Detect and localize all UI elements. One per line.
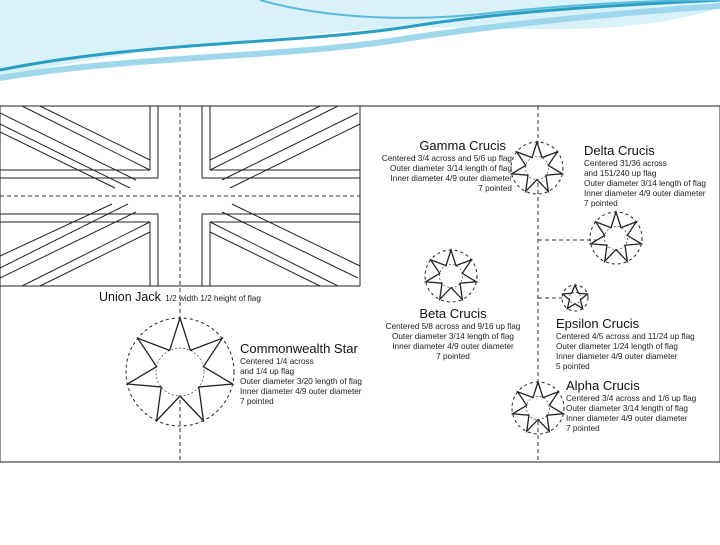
alpha-crucis-line-2: Outer diameter 3/14 length of flag bbox=[566, 404, 688, 413]
epsilon-crucis-label bbox=[556, 317, 695, 372]
alpha-crucis-line-3: Inner diameter 4/9 outer diameter bbox=[566, 414, 688, 423]
commonwealth-star-line-4: Inner diameter 4/9 outer diameter bbox=[240, 387, 362, 396]
commonwealth-star-line-5: 7 pointed bbox=[240, 397, 274, 406]
gamma-crucis-label bbox=[382, 139, 512, 194]
delta-crucis-line-1: Centered 31/36 across bbox=[584, 159, 667, 168]
beta-crucis-title: Beta Crucis bbox=[419, 306, 487, 321]
delta-crucis-title: Delta Crucis bbox=[584, 143, 655, 158]
delta-crucis-line-4: Inner diameter 4/9 outer diameter bbox=[584, 189, 706, 198]
gamma-crucis-title: Gamma Crucis bbox=[419, 138, 506, 153]
alpha-crucis-star bbox=[512, 382, 564, 434]
alpha-crucis-title: Alpha Crucis bbox=[566, 378, 640, 393]
union-jack-caption bbox=[99, 288, 261, 306]
gamma-crucis-star bbox=[511, 142, 563, 194]
delta-crucis-star bbox=[590, 212, 642, 264]
beta-crucis-line-1: Centered 5/8 across and 9/16 up flag bbox=[385, 322, 521, 331]
commonwealth-star-star-shape bbox=[127, 318, 232, 421]
beta-crucis-line-2: Outer diameter 3/14 length of flag bbox=[392, 332, 514, 341]
commonwealth-star-title: Commonwealth Star bbox=[240, 341, 358, 356]
gamma-crucis-line-1: Centered 3/4 across and 5/6 up flag bbox=[381, 154, 512, 163]
epsilon-crucis-star-shape bbox=[563, 285, 588, 309]
delta-crucis-line-5: 7 pointed bbox=[584, 199, 618, 208]
delta-crucis-line-3: Outer diameter 3/14 length of flag bbox=[584, 179, 706, 188]
union-jack-canton bbox=[0, 106, 360, 286]
epsilon-crucis-line-4: 5 pointed bbox=[556, 362, 590, 371]
union-jack-title: Union Jack bbox=[99, 290, 161, 304]
gamma-crucis-line-4: 7 pointed bbox=[478, 184, 512, 193]
union-jack-size: 1/2 width 1/2 height of flag bbox=[165, 294, 261, 303]
gamma-crucis-line-2: Outer diameter 3/14 length of flag bbox=[390, 164, 512, 173]
beta-crucis-line-4: 7 pointed bbox=[436, 352, 470, 361]
epsilon-crucis-line-3: Inner diameter 4/9 outer diameter bbox=[556, 352, 678, 361]
commonwealth-star-line-1: Centered 1/4 across bbox=[240, 357, 314, 366]
commonwealth-star-label bbox=[240, 342, 362, 407]
header-banner bbox=[0, 0, 720, 78]
delta-crucis-line-2: and 151/240 up flag bbox=[584, 169, 657, 178]
alpha-crucis-label bbox=[566, 379, 696, 434]
alpha-crucis-line-1: Centered 3/4 across and 1/6 up flag bbox=[566, 394, 697, 403]
beta-crucis-label bbox=[380, 307, 526, 362]
delta-crucis-label bbox=[584, 144, 706, 209]
alpha-crucis-line-4: 7 pointed bbox=[566, 424, 600, 433]
beta-crucis-line-3: Inner diameter 4/9 outer diameter bbox=[392, 342, 514, 351]
epsilon-crucis-line-1: Centered 4/5 across and 11/24 up flag bbox=[556, 332, 695, 341]
epsilon-crucis-title: Epsilon Crucis bbox=[556, 316, 640, 331]
commonwealth-star-line-2: and 1/4 up flag bbox=[240, 367, 295, 376]
gamma-crucis-line-3: Inner diameter 4/9 outer diameter bbox=[390, 174, 512, 183]
epsilon-crucis-line-2: Outer diameter 1/24 length of flag bbox=[556, 342, 678, 351]
beta-crucis-star bbox=[425, 250, 477, 302]
commonwealth-star-line-3: Outer diameter 3/20 length of flag bbox=[240, 377, 362, 386]
epsilon-crucis-star bbox=[562, 285, 588, 311]
